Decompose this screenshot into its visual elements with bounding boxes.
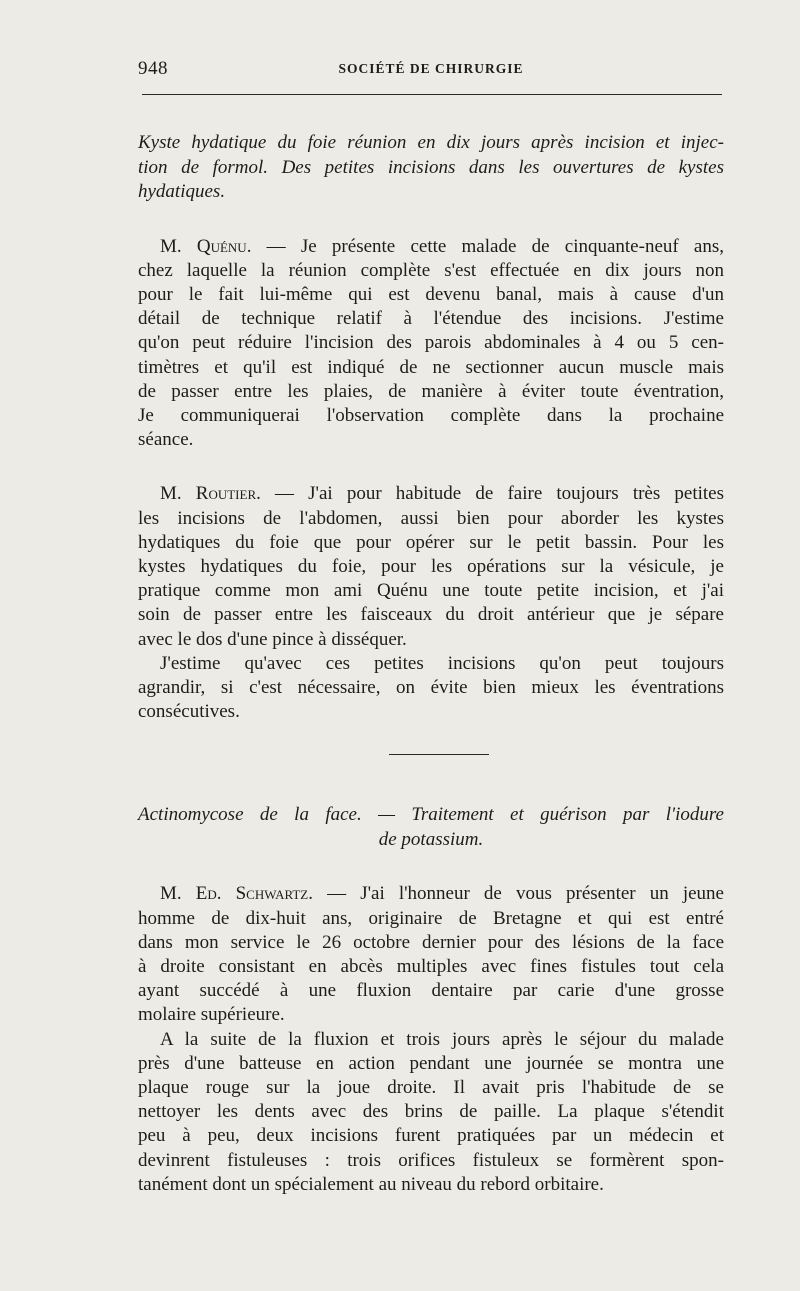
paragraph-line (138, 482, 724, 506)
paragraph-line: détail de technique relatif à l'étendue des incisions. J'estime (138, 308, 724, 330)
paragraph-line: tanément dont un spécialement au niveau du rebord orbitaire. (138, 1173, 604, 1195)
speaker-name: M. Quénu. (160, 235, 252, 257)
paragraph-line: à droite consistant en abcès multiples avec fines fistules tout cela (138, 955, 724, 977)
paragraph-schwartz (138, 882, 724, 1027)
paragraph-line: devinrent fistuleuses : trois orifices fistuleux se formèrent spon- (138, 1149, 724, 1171)
paragraph-line: J'estime qu'avec ces petites incisions qu'on peut toujours (160, 652, 724, 674)
paragraph-line: molaire supérieure. (138, 1004, 285, 1026)
line-text: — Je présente cette malade de cinquante-neuf ans, (251, 235, 724, 257)
section-title-actinomycose (138, 803, 724, 852)
paragraph-routier (138, 482, 724, 651)
paragraph-line: nettoyer les dents avec des brins de paille. La plaque s'étendit (138, 1101, 724, 1123)
paragraph-line: plaque rouge sur la joue droite. Il avait pris l'habitude de se (138, 1076, 724, 1098)
paragraph-line: homme de dix-huit ans, originaire de Bretagne et qui est entré (138, 907, 724, 929)
title-line: hydatiques. (138, 181, 226, 202)
paragraph-line: hydatiques du foie que pour opérer sur le petit bassin. Pour les (138, 531, 724, 553)
line-text: — J'ai l'honneur de vous présenter un jeune (312, 883, 724, 905)
paragraph-line: les incisions de l'abdomen, aussi bien pour aborder les kystes (138, 507, 724, 529)
page-number: 948 (138, 58, 168, 79)
speaker-name: M. Routier. (160, 483, 261, 505)
paragraph-line: séance. (138, 429, 194, 451)
paragraph-estime (138, 652, 724, 725)
paragraph-line: pratique comme mon ami Quénu une toute petite incision, et j'ai (138, 580, 724, 602)
paragraph-line (138, 235, 724, 259)
speaker-name: M. Ed. Schwartz. (160, 883, 313, 905)
paragraph-line: pour le fait lui-même qui est devenu banal, mais à cause d'un (138, 283, 724, 305)
title-line: Kyste hydatique du foie réunion en dix jours après incision et injec- (138, 132, 724, 153)
paragraph-line: Je communiquerai l'observation complète dans la prochaine (138, 404, 724, 426)
paragraph-line: qu'on peut réduire l'incision des parois abdominales à 4 ou 5 cen- (138, 332, 724, 354)
paragraph-line: kystes hydatiques du foie, pour les opérations sur la vésicule, je (138, 555, 724, 577)
header-rule (142, 94, 722, 95)
body-text (138, 131, 724, 1197)
paragraph-line (138, 882, 724, 906)
paragraph-line: timètres et qu'il est indiqué de ne sectionner aucun muscle mais (138, 356, 724, 378)
paragraph-line: chez laquelle la réunion complète s'est effectuée en dix jours non (138, 259, 724, 281)
paragraph-suite (138, 1028, 724, 1197)
paragraph-line: soin de passer entre les faisceaux du droit antérieur que je sépare (138, 604, 724, 626)
paragraph-line: consécutives. (138, 701, 240, 723)
paragraph-line: ayant succédé à une fluxion dentaire par carie d'une grosse (138, 980, 724, 1002)
paragraph-line: de passer entre les plaies, de manière à éviter toute éventration, (138, 380, 724, 402)
paragraph-line: avec le dos d'une pince à disséquer. (138, 628, 407, 650)
running-head (138, 58, 724, 86)
paragraph-line: agrandir, si c'est nécessaire, on évite bien mieux les éventrations (138, 676, 724, 698)
section-title-kyste (138, 131, 724, 205)
section-divider (389, 754, 489, 755)
title-line: Actinomycose de la face. — Traitement et guérison par l'iodure (138, 804, 724, 826)
paragraph-line: peu à peu, deux incisions furent pratiquées par un médecin et (138, 1125, 724, 1147)
paragraph-line: A la suite de la fluxion et trois jours après le séjour du malade (160, 1028, 724, 1050)
title-line: tion de formol. Des petites incisions dans les ouvertures de kystes (138, 156, 724, 178)
paragraph-line: dans mon service le 26 octobre dernier pour des lésions de la face (138, 931, 724, 953)
paragraph-line: près d'une batteuse en action pendant une journée se montra une (138, 1052, 724, 1074)
line-text: — J'ai pour habitude de faire toujours très petites (260, 483, 724, 505)
title-line: de potassium. (378, 828, 484, 850)
journal-title: SOCIÉTÉ DE CHIRURGIE (338, 61, 524, 76)
paragraph-quenu (138, 235, 724, 453)
